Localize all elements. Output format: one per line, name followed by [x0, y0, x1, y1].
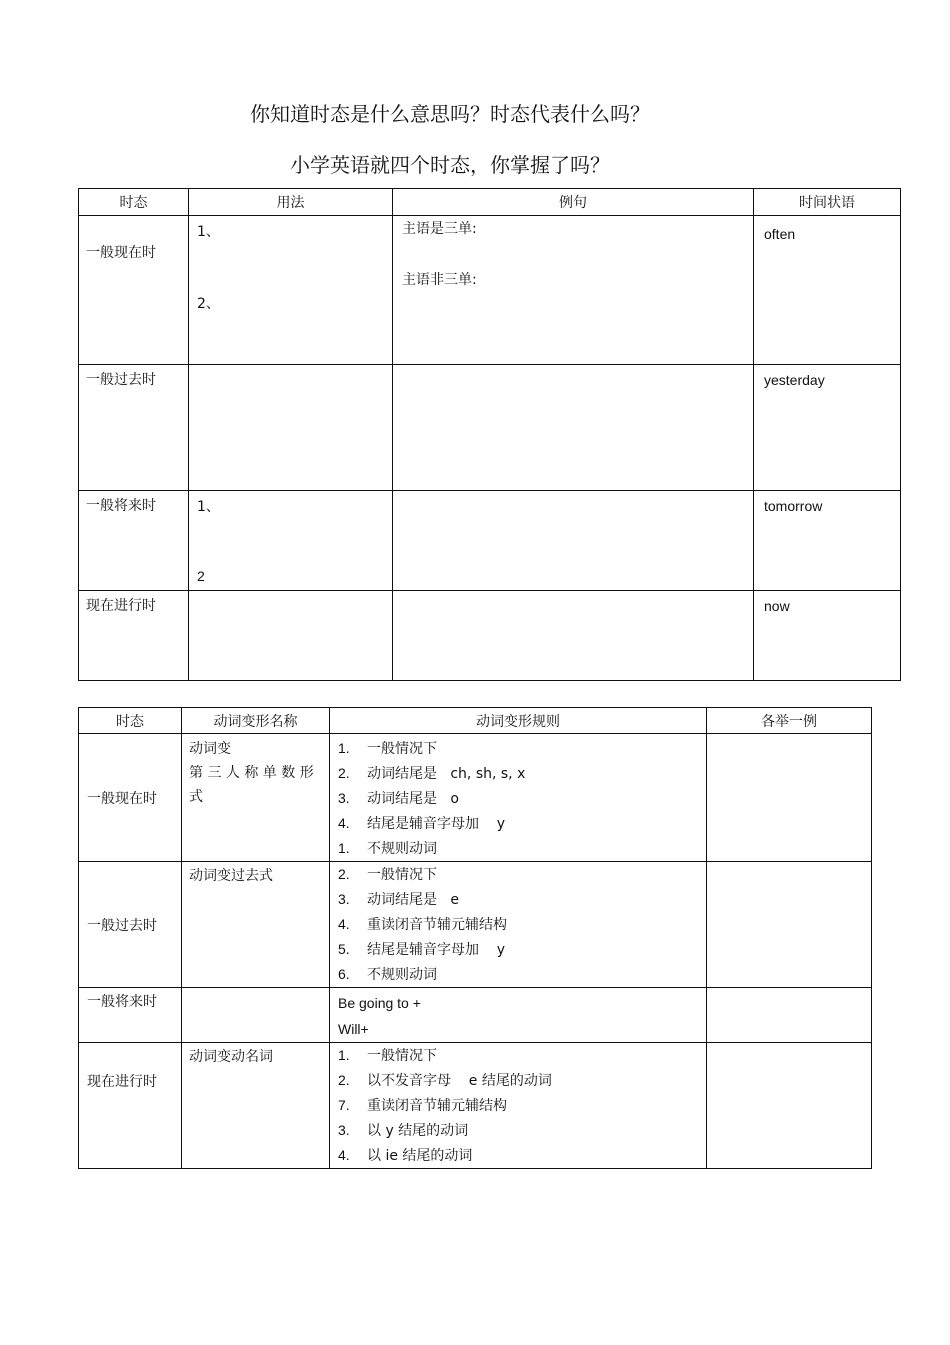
rule-text: 动词结尾是 o [367, 791, 459, 807]
rule-number: 2. [338, 866, 350, 882]
rule-text: 重读闭音节辅元辅结构 [367, 1098, 507, 1114]
table2-row [79, 734, 872, 862]
rule-text: 动词结尾是 ch, sh, s, x [367, 766, 526, 782]
rule-item [338, 1143, 706, 1168]
adverb-text: yesterday [764, 372, 825, 388]
rule-list [330, 1043, 706, 1168]
table1-row [79, 491, 901, 591]
rule-item [338, 887, 706, 912]
adverb-cell [754, 491, 901, 591]
verb-form-name: 动词变动名词 [189, 1049, 273, 1065]
table2-header-name: 动词变形名称 [182, 708, 330, 734]
table2-row [79, 862, 872, 988]
usage-item: 2 [197, 568, 205, 584]
rule-item [338, 1118, 706, 1143]
table1-header-usage: 用法 [189, 189, 393, 216]
adverb-cell [754, 216, 901, 365]
tense-label: 一般将来时 [86, 498, 156, 514]
example-item: 主语是三单: [402, 221, 477, 237]
rule-text: 重读闭音节辅元辅结构 [367, 917, 507, 933]
verb-form-name-cell [182, 734, 330, 862]
example-cell [707, 862, 872, 988]
tense-label: 一般过去时 [86, 372, 156, 388]
tense-label: 一般现在时 [86, 245, 156, 261]
rule-number: 1. [338, 1047, 350, 1063]
table2-row [79, 1043, 872, 1169]
usage-cell [189, 591, 393, 681]
rule-text: 一般情况下 [367, 1048, 437, 1064]
table2-header-tense: 时态 [79, 708, 182, 734]
tense-cell [79, 365, 189, 491]
verb-form-name-line: 动词变 [189, 741, 231, 757]
rule-item [338, 1068, 706, 1093]
rule-number: 3. [338, 1122, 350, 1138]
verb-form-name-cell [182, 988, 330, 1043]
table2-header-rules: 动词变形规则 [330, 708, 707, 734]
rules-cell [330, 862, 707, 988]
table1-header-tense: 时态 [79, 189, 189, 216]
rule-text: 不规则动词 [367, 841, 437, 857]
tense-cell [79, 216, 189, 365]
rule-item [338, 736, 706, 761]
table2-header-example: 各举一例 [707, 708, 872, 734]
rule-number: 7. [338, 1097, 350, 1113]
rule-item [338, 836, 706, 861]
rule-list [330, 988, 706, 1042]
usage-item: 1、 [197, 499, 220, 515]
rule-number: 5. [338, 941, 350, 957]
adverb-cell [754, 365, 901, 491]
title-line-2: 小学英语就四个时态，你掌握了吗？ [290, 153, 610, 177]
rules-cell [330, 988, 707, 1043]
tense-cell [79, 1043, 182, 1169]
example-cell [393, 216, 754, 365]
table1-header-row [79, 189, 901, 216]
tense-cell [79, 734, 182, 862]
tense-label: 一般现在时 [87, 790, 157, 807]
verb-form-table [78, 707, 872, 1169]
rule-list [330, 862, 706, 987]
table2-row [79, 988, 872, 1043]
verb-form-name-cell [182, 1043, 330, 1169]
table1-header-adverb: 时间状语 [754, 189, 901, 216]
rule-text: 以不发音字母 e 结尾的动词 [367, 1073, 552, 1089]
rule-item [338, 962, 706, 987]
tense-usage-table [78, 188, 901, 681]
rule-text: 一般情况下 [367, 867, 437, 883]
table1-header-example: 例句 [393, 189, 754, 216]
example-item: 主语非三单: [402, 272, 477, 288]
rule-item [338, 761, 706, 786]
rule-text: 结尾是辅音字母加 y [367, 816, 506, 832]
tense-cell [79, 988, 182, 1043]
usage-cell [189, 491, 393, 591]
verb-form-name-line: 第 三 人 称 单 数 形 [189, 765, 314, 781]
table1-row [79, 365, 901, 491]
tense-label: 现在进行时 [86, 598, 156, 614]
tense-label: 一般将来时 [87, 994, 157, 1010]
verb-form-name-cell [182, 862, 330, 988]
example-cell [393, 591, 754, 681]
example-cell [707, 988, 872, 1043]
verb-form-name-line: 式 [189, 789, 203, 805]
rule-list [330, 734, 706, 861]
rule-number: 2. [338, 1072, 350, 1088]
rule-text: Will+ [338, 1021, 369, 1037]
rules-cell [330, 1043, 707, 1169]
rule-item [338, 811, 706, 836]
tense-cell [79, 491, 189, 591]
rule-text: 不规则动词 [367, 967, 437, 983]
usage-item: 2、 [197, 296, 220, 312]
tense-label: 现在进行时 [87, 1074, 157, 1090]
example-cell [393, 365, 754, 491]
rule-number: 4. [338, 916, 350, 932]
rule-number: 4. [338, 815, 350, 831]
adverb-text: tomorrow [764, 498, 823, 514]
rule-number: 1. [338, 840, 350, 856]
rule-number: 6. [338, 966, 350, 982]
rule-text: 结尾是辅音字母加 y [367, 942, 506, 958]
rule-number: 1. [338, 740, 350, 756]
rule-text: 以 y 结尾的动词 [367, 1123, 469, 1139]
title-line-1: 你知道时态是什么意思吗？时态代表什么吗？ [250, 102, 650, 126]
tense-cell [79, 591, 189, 681]
rule-text: 一般情况下 [367, 741, 437, 757]
usage-item: 1、 [197, 224, 220, 240]
rule-item [338, 862, 706, 887]
rules-cell [330, 734, 707, 862]
table1-row [79, 216, 901, 365]
verb-form-name [182, 734, 329, 809]
usage-cell [189, 216, 393, 365]
adverb-text: often [764, 226, 796, 242]
rule-number: 3. [338, 790, 350, 806]
example-cell [707, 1043, 872, 1169]
rule-item [338, 1043, 706, 1068]
rule-item [338, 937, 706, 962]
rule-number: 4. [338, 1147, 350, 1163]
rule-item [338, 786, 706, 811]
example-cell [707, 734, 872, 862]
verb-form-name: 动词变过去式 [189, 868, 273, 884]
adverb-text: now [764, 598, 790, 614]
tense-label: 一般过去时 [87, 917, 157, 934]
rule-item [338, 1093, 706, 1118]
rule-number: 3. [338, 891, 350, 907]
rule-text: 动词结尾是 e [367, 892, 459, 908]
table1-row [79, 591, 901, 681]
tense-cell [79, 862, 182, 988]
table2-header-row [79, 708, 872, 734]
usage-cell [189, 365, 393, 491]
rule-text: 以 ie 结尾的动词 [367, 1148, 473, 1164]
adverb-cell [754, 591, 901, 681]
example-cell [393, 491, 754, 591]
rule-text: Be going to + [338, 995, 421, 1011]
rule-number: 2. [338, 765, 350, 781]
rule-item [338, 912, 706, 937]
